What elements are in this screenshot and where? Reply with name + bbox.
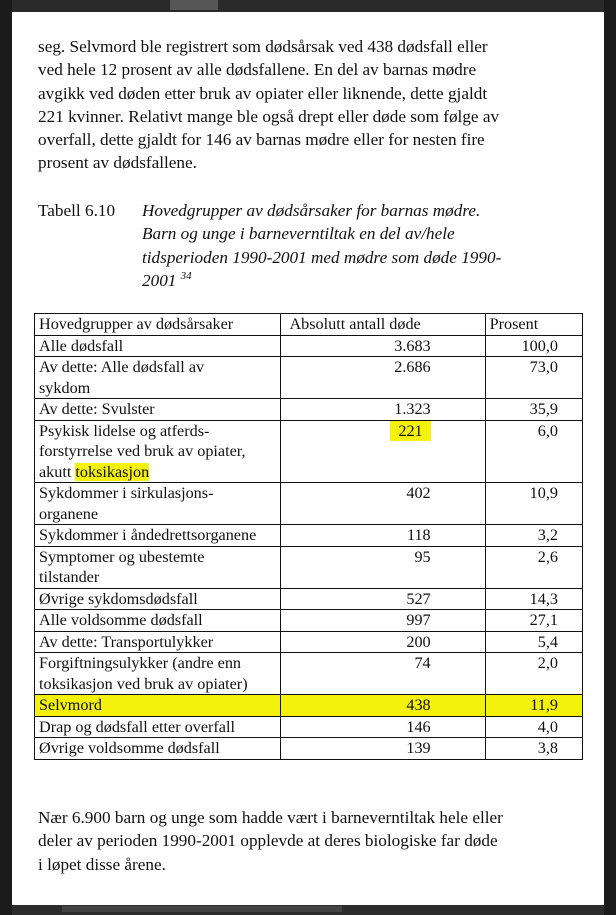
cause-cell [35, 420, 281, 483]
header-cause: Hovedgrupper av dødsårsaker [35, 314, 281, 336]
cause-line: organene [39, 504, 99, 523]
percent-cell: 73,0 [485, 357, 582, 399]
table-title-line: Hovedgrupper av dødsårsaker for barnas mødre. [142, 201, 481, 220]
next-page-text-edge [62, 906, 342, 912]
percent-cell: 35,9 [485, 399, 582, 421]
highlighted-count: 221 [390, 421, 430, 442]
table-row [35, 483, 583, 525]
cause-cell [35, 546, 281, 588]
cause-line-highlighted [39, 463, 149, 481]
count-cell: 95 [281, 546, 485, 588]
cause-cell: Av dette: Svulster [35, 399, 281, 421]
table-row [35, 631, 583, 653]
count-cell: 200 [281, 631, 485, 653]
bottom-edge [12, 905, 604, 915]
table-row [35, 399, 583, 421]
count-cell [281, 420, 485, 483]
highlighted-word: toksikasjon [75, 462, 150, 481]
count-cell: 139 [281, 738, 485, 760]
count-cell: 438 [281, 695, 485, 717]
causes-of-death-table [34, 313, 583, 760]
table-title-line: tidsperioden 1990-2001 med mødre som døde 1990- [142, 247, 502, 267]
intro-line: overfall, dette gjaldt for 146 av barnas mødre eller for nesten fire [38, 130, 485, 150]
count-cell: 3.683 [281, 335, 485, 357]
cause-line: Forgiftningsulykker (andre enn [39, 654, 242, 672]
count-cell: 118 [281, 525, 485, 547]
count-cell: 997 [281, 610, 485, 632]
cause-cell: Øvrige sykdomsdødsfall [35, 588, 281, 610]
cause-line: toksikasjon ved bruk av opiater) [39, 674, 248, 693]
cause-line: sykdom [39, 378, 91, 397]
table-row [35, 588, 583, 610]
intro-line: ved hele 12 prosent av alle dødsfallene. En del av barnas mødre [38, 60, 477, 80]
cause-line: Psykisk lidelse og atferds- [39, 421, 210, 440]
count-cell: 402 [281, 483, 485, 525]
table-title [142, 199, 582, 292]
count-cell: 146 [281, 716, 485, 738]
count-cell: 527 [281, 588, 485, 610]
intro-paragraph [38, 35, 578, 175]
percent-cell: 100,0 [485, 335, 582, 357]
intro-line: 221 kvinner. Relativt mange ble også drept eller døde som følge av [38, 106, 500, 126]
cause-cell: Sykdommer i åndedrettsorganene [35, 525, 281, 547]
table-title-line: Barn og unge i barneverntiltak en del av/hele [142, 224, 455, 244]
percent-cell: 2,0 [485, 653, 582, 695]
percent-cell: 27,1 [485, 610, 582, 632]
count-cell: 1.323 [281, 399, 485, 421]
table-row [35, 716, 583, 738]
cause-line: Symptomer og ubestemte [39, 547, 205, 566]
table-row [35, 357, 583, 399]
header-count: Absolutt antall døde [281, 314, 485, 336]
cause-line: tilstander [39, 568, 100, 586]
outro-paragraph [38, 806, 578, 876]
cause-cell: Selvmord [35, 695, 281, 717]
percent-cell: 14,3 [485, 588, 582, 610]
cause-cell [35, 653, 281, 695]
percent-cell: 2,6 [485, 546, 582, 588]
percent-cell: 10,9 [485, 483, 582, 525]
table-row [35, 738, 583, 760]
outro-line: Nær 6.900 barn og unge som hadde vært i barneverntiltak hele eller [38, 808, 503, 827]
cause-cell [35, 483, 281, 525]
cause-cell [35, 357, 281, 399]
table-row [35, 610, 583, 632]
cause-cell: Alle voldsomme dødsfall [35, 610, 281, 632]
cause-line: Av dette: Alle dødsfall av [39, 358, 205, 376]
percent-cell: 3,8 [485, 738, 582, 760]
cause-line: forstyrrelse ved bruk av opiater, [39, 442, 246, 460]
percent-cell: 11,9 [485, 695, 582, 717]
footnote-marker: 34 [180, 269, 192, 282]
table-row [35, 653, 583, 695]
percent-cell: 5,4 [485, 631, 582, 653]
table-label: Tabell 6.10 [38, 201, 116, 220]
top-edge-tab [170, 0, 218, 10]
percent-cell: 3,2 [485, 525, 582, 547]
cause-line: Sykdommer i sirkulasjons- [39, 484, 214, 502]
intro-line: avgikk ved døden etter bruk av opiater eller liknende, dette gjaldt [38, 83, 488, 103]
table-row [35, 420, 583, 483]
table-row [35, 335, 583, 357]
cause-cell: Av dette: Transportulykker [35, 631, 281, 653]
table-header-row [35, 314, 583, 336]
table-row [35, 525, 583, 547]
table-row-highlighted [35, 695, 583, 717]
percent-cell: 6,0 [485, 420, 582, 483]
table-row [35, 546, 583, 588]
document-page [12, 0, 604, 905]
intro-line: seg. Selvmord ble registrert som dødsårsak ved 438 dødsfall eller [38, 37, 488, 56]
percent-cell: 4,0 [485, 716, 582, 738]
count-cell: 74 [281, 653, 485, 695]
outro-line: deler av perioden 1990-2001 opplevde at deres biologiske far døde [38, 831, 498, 851]
cause-line-prefix: akutt [39, 462, 76, 481]
cause-cell: Drap og dødsfall etter overfall [35, 716, 281, 738]
outro-line: i løpet disse årene. [38, 854, 166, 874]
top-edge [12, 0, 604, 12]
count-cell: 2.686 [281, 357, 485, 399]
intro-line: prosent av dødsfallene. [38, 153, 197, 173]
table-title-line: 2001 [142, 270, 177, 290]
cause-cell: Alle dødsfall [35, 335, 281, 357]
cause-cell: Øvrige voldsomme dødsfall [35, 738, 281, 760]
header-percent: Prosent [485, 314, 582, 336]
